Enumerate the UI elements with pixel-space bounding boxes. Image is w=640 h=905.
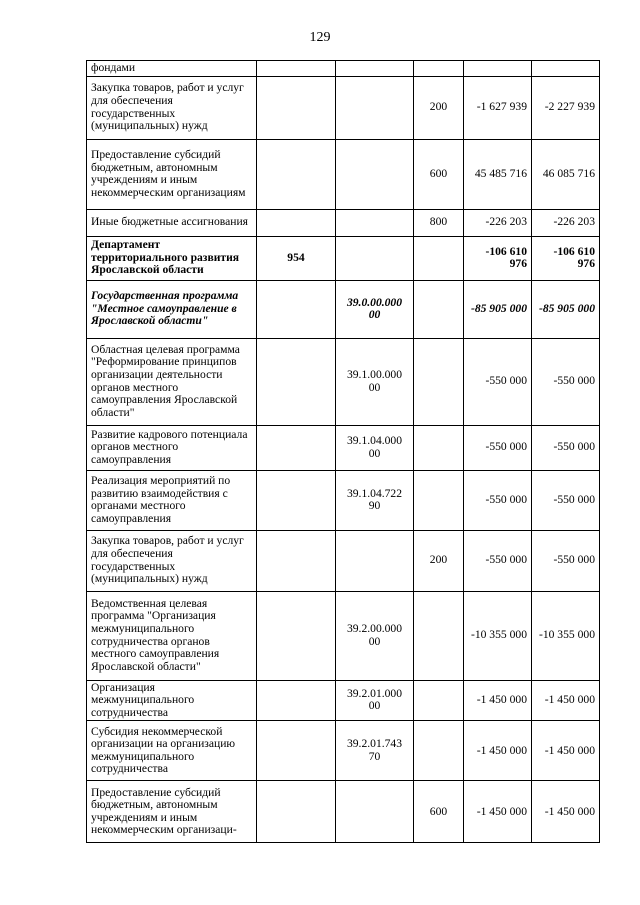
row-name-cell: Областная целевая программа "Реформирование принципов организации деятельности органов местного самоуправления Ярославской области"	[87, 338, 257, 425]
row-amount-1-cell: -226 203	[464, 209, 532, 236]
row-csr-cell: 39.1.00.000 00	[336, 338, 414, 425]
row-csr-cell	[336, 781, 414, 843]
row-vr-cell	[414, 236, 464, 280]
row-dept-cell	[257, 721, 336, 781]
row-vr-cell	[414, 680, 464, 721]
row-dept-cell	[257, 338, 336, 425]
row-name-cell: Иные бюджетные ассигнования	[87, 209, 257, 236]
row-amount-2-cell: -226 203	[532, 209, 600, 236]
row-dept-cell	[257, 425, 336, 470]
budget-table	[86, 60, 600, 843]
table-row	[87, 236, 600, 280]
row-dept-cell	[257, 209, 336, 236]
row-dept-cell	[257, 530, 336, 591]
row-csr-cell: 39.1.04.722 90	[336, 470, 414, 530]
row-csr-cell	[336, 236, 414, 280]
row-amount-2-cell: -550 000	[532, 530, 600, 591]
row-amount-1-cell: -1 627 939	[464, 76, 532, 139]
row-vr-cell	[414, 721, 464, 781]
table-row	[87, 781, 600, 843]
row-vr-cell	[414, 591, 464, 680]
row-vr-cell: 200	[414, 76, 464, 139]
row-name-cell: Субсидия некоммерческой организации на организацию межмуниципального сотрудничества	[87, 721, 257, 781]
row-vr-cell	[414, 425, 464, 470]
row-dept-cell	[257, 139, 336, 209]
row-name-cell: Государственная программа "Местное самоуправление в Ярославской области"	[87, 280, 257, 338]
row-vr-cell	[414, 280, 464, 338]
row-name-cell: Реализация мероприятий по развитию взаимодействия с органами местного самоуправления	[87, 470, 257, 530]
table-row	[87, 139, 600, 209]
row-csr-cell: 39.0.00.000 00	[336, 280, 414, 338]
row-amount-1-cell	[464, 61, 532, 77]
row-amount-2-cell: -1 450 000	[532, 721, 600, 781]
row-csr-cell: 39.2.01.000 00	[336, 680, 414, 721]
row-vr-cell: 200	[414, 530, 464, 591]
row-amount-2-cell	[532, 61, 600, 77]
row-amount-1-cell: -10 355 000	[464, 591, 532, 680]
row-amount-2-cell: -550 000	[532, 470, 600, 530]
row-dept-cell	[257, 76, 336, 139]
row-amount-2-cell: -550 000	[532, 425, 600, 470]
row-name-cell: Предоставление субсидий бюджетным, автономным учреждениям и иным некоммерческим организациям	[87, 139, 257, 209]
row-amount-2-cell: -106 610 976	[532, 236, 600, 280]
table-row	[87, 680, 600, 721]
table-row	[87, 530, 600, 591]
row-amount-2-cell: 46 085 716	[532, 139, 600, 209]
table-row	[87, 425, 600, 470]
table-row	[87, 470, 600, 530]
row-csr-cell	[336, 139, 414, 209]
row-amount-2-cell: -2 227 939	[532, 76, 600, 139]
row-amount-1-cell: -550 000	[464, 425, 532, 470]
row-amount-1-cell: -1 450 000	[464, 680, 532, 721]
row-dept-cell	[257, 680, 336, 721]
row-csr-cell	[336, 530, 414, 591]
row-csr-cell	[336, 61, 414, 77]
row-csr-cell: 39.1.04.000 00	[336, 425, 414, 470]
row-name-cell: Развитие кадрового потенциала органов местного самоуправления	[87, 425, 257, 470]
table-row	[87, 338, 600, 425]
row-amount-1-cell: -85 905 000	[464, 280, 532, 338]
row-name-cell: Закупка товаров, работ и услуг для обеспечения государственных (муниципальных) нужд	[87, 76, 257, 139]
row-dept-cell	[257, 781, 336, 843]
row-csr-cell	[336, 209, 414, 236]
row-name-cell: фондами	[87, 61, 257, 77]
row-amount-1-cell: -550 000	[464, 470, 532, 530]
row-csr-cell: 39.2.01.743 70	[336, 721, 414, 781]
row-dept-cell	[257, 280, 336, 338]
table-row	[87, 61, 600, 77]
row-name-cell: Ведомственная целевая программа "Организация межмуниципального сотрудничества органов местного самоуправления Ярославской области"	[87, 591, 257, 680]
row-csr-cell	[336, 76, 414, 139]
row-csr-cell: 39.2.00.000 00	[336, 591, 414, 680]
table-row	[87, 76, 600, 139]
row-amount-2-cell: -550 000	[532, 338, 600, 425]
page-number: 129	[309, 30, 331, 45]
row-amount-1-cell: -550 000	[464, 530, 532, 591]
row-amount-2-cell: -10 355 000	[532, 591, 600, 680]
row-amount-2-cell: -1 450 000	[532, 680, 600, 721]
table-row	[87, 591, 600, 680]
row-amount-1-cell: -106 610 976	[464, 236, 532, 280]
row-vr-cell: 600	[414, 139, 464, 209]
row-vr-cell: 600	[414, 781, 464, 843]
row-vr-cell	[414, 338, 464, 425]
row-name-cell: Предоставление субсидий бюджетным, автономным учреждениям и иным некоммерческим организаци-	[87, 781, 257, 843]
row-vr-cell	[414, 61, 464, 77]
row-dept-cell: 954	[257, 236, 336, 280]
row-amount-1-cell: -1 450 000	[464, 721, 532, 781]
row-dept-cell	[257, 591, 336, 680]
row-amount-2-cell: -85 905 000	[532, 280, 600, 338]
row-amount-1-cell: -550 000	[464, 338, 532, 425]
row-name-cell: Организация межмуниципального сотрудничества	[87, 680, 257, 721]
table-row	[87, 209, 600, 236]
table-row	[87, 280, 600, 338]
row-amount-2-cell: -1 450 000	[532, 781, 600, 843]
row-amount-1-cell: -1 450 000	[464, 781, 532, 843]
row-name-cell: Закупка товаров, работ и услуг для обеспечения государственных (муниципальных) нужд	[87, 530, 257, 591]
row-dept-cell	[257, 61, 336, 77]
row-name-cell: Департамент территориального развития Ярославской области	[87, 236, 257, 280]
table-row	[87, 721, 600, 781]
row-vr-cell	[414, 470, 464, 530]
row-vr-cell: 800	[414, 209, 464, 236]
row-amount-1-cell: 45 485 716	[464, 139, 532, 209]
row-dept-cell	[257, 470, 336, 530]
